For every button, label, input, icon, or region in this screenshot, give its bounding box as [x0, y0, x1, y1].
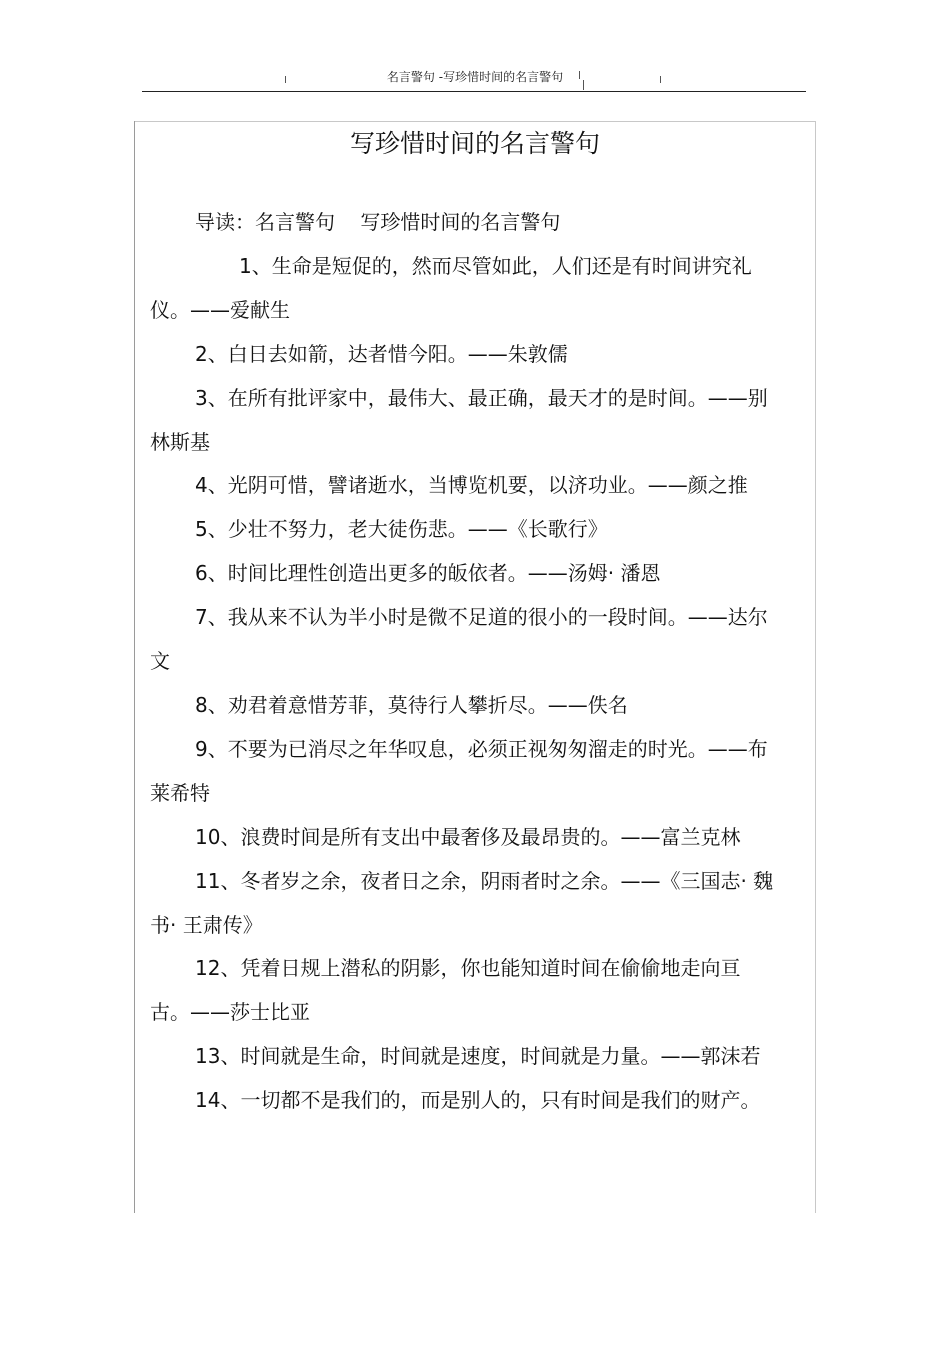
content-frame-top: [134, 121, 816, 122]
quote-item: 7、我从来不认为半小时是微不足道的很小的一段时间。——达尔文: [150, 605, 768, 674]
quote-item: 13、时间就是生命，时间就是速度，时间就是力量。——郭沫若: [195, 1044, 761, 1069]
quote-item: 4、光阴可惜，譬诸逝水，当博览机要，以济功业。——颜之推: [195, 473, 748, 498]
quote-item: 8、劝君着意惜芳菲，莫待行人攀折尽。——佚名: [195, 692, 628, 717]
quote-item: 11、冬者岁之余，夜者日之余，阴雨者时之余。——《三国志· 魏书· 王肃传》: [150, 868, 774, 937]
running-header: 名言警句 -写珍惜时间的名言警句: [386, 70, 564, 84]
content-frame-right: [815, 121, 816, 1213]
document-body: [150, 201, 775, 1123]
content-frame-left: [134, 121, 135, 1213]
quote-item: 6、时间比理性创造出更多的皈依者。——汤姆· 潘恩: [195, 561, 661, 586]
quote-item: 1、生命是短促的，然而尽管如此，人们还是有时间讲究礼仪。——爱献生: [150, 253, 752, 322]
quote-item: 12、凭着日规上潜私的阴影，你也能知道时间在偷偷地走向亘古。——莎士比亚: [150, 956, 741, 1025]
quote-item: 3、在所有批评家中，最伟大、最正确，最天才的是时间。——别林斯基: [150, 385, 768, 454]
quote-item: 9、不要为已消尽之年华叹息，必须正视匆匆溜走的时光。——布莱希特: [150, 736, 768, 805]
quote-item: 2、白日去如箭，达者惜今阳。——朱敦儒: [195, 341, 568, 366]
quote-item: 14、一切都不是我们的，而是别人的，只有时间是我们的财产。: [195, 1088, 761, 1113]
quote-item: 10、浪费时间是所有支出中最奢侈及最昂贵的。——富兰克林: [195, 824, 741, 849]
quote-item: 5、少壮不努力，老大徒伤悲。——《长歌行》: [195, 517, 608, 542]
document-title: 写珍惜时间的名言警句: [349, 129, 600, 158]
intro-paragraph: 导读：名言警句 写珍惜时间的名言警句: [195, 210, 561, 234]
header-rule: [142, 91, 806, 92]
